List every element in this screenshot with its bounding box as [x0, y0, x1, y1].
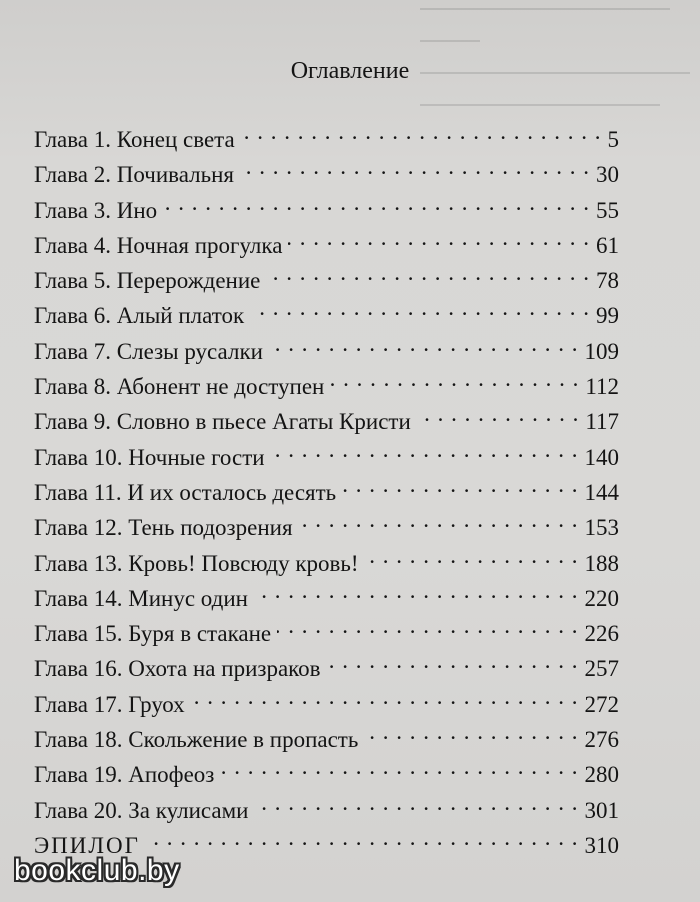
toc-entry-label: Глава 3. Ино: [34, 197, 158, 223]
toc-entry: [34, 223, 619, 258]
toc-dot-leader: [240, 152, 590, 182]
toc-entry-page: 5: [607, 127, 619, 152]
toc-entry: [34, 505, 619, 540]
toc-entry-page: 30: [596, 162, 619, 188]
toc-entry: [34, 576, 619, 611]
toc-entry: [34, 152, 619, 187]
toc-dot-leader: [254, 788, 578, 818]
toc-entry: [34, 682, 619, 717]
toc-entry-page: 109: [584, 338, 619, 364]
toc-entry-label: Глава 10. Ночные гости: [34, 444, 265, 470]
toc-entry-page: 276: [584, 727, 619, 753]
toc-dot-leader: [254, 576, 579, 606]
toc-entry-page: 301: [584, 797, 619, 823]
toc-entry-label: Глава 7. Слезы русалки: [34, 338, 263, 364]
toc-entry-label: Глава 1. Конец света: [34, 127, 235, 152]
toc-dot-leader: [250, 293, 590, 323]
toc-entry-label: Глава 2. Почивальня: [34, 162, 234, 188]
toc-entry-label: Глава 14. Минус один: [34, 585, 248, 611]
toc-entry-page: 117: [585, 409, 619, 435]
toc-dot-leader: [288, 223, 590, 253]
toc-dot-leader: [266, 258, 590, 288]
toc-dot-leader: [417, 399, 580, 429]
toc-dot-leader: [330, 364, 579, 394]
toc-dot-leader: [146, 823, 579, 853]
toc-entry-label: Глава 9. Словно в пьесе Агаты Кристи: [34, 409, 411, 435]
toc-entry-page: 188: [584, 550, 619, 576]
toc-dot-leader: [364, 717, 578, 747]
toc-entry: [34, 399, 619, 434]
toc-entry: [34, 611, 619, 646]
toc-entry: [34, 541, 619, 576]
toc-entry: [34, 752, 619, 787]
toc-entry-label: Глава 13. Кровь! Повсюду кровь!: [34, 550, 359, 576]
toc-entry: [34, 435, 619, 470]
toc-entry-page: 78: [596, 268, 619, 294]
toc-entry-page: 153: [584, 515, 619, 541]
toc-dot-leader: [277, 611, 578, 641]
toc-dot-leader: [299, 505, 579, 535]
toc-entry-page: 310: [584, 832, 619, 858]
toc-dot-leader: [191, 682, 579, 712]
toc-entry-label: Глава 5. Перерождение: [34, 268, 261, 294]
toc-dot-leader: [241, 117, 602, 147]
toc-dot-leader: [163, 188, 590, 218]
toc-entry: [34, 364, 619, 399]
toc-dot-leader: [342, 470, 578, 500]
toc-dot-leader: [271, 435, 579, 465]
toc-entry: [34, 329, 619, 364]
toc-entry: [34, 788, 619, 823]
toc-entry-label: Глава 11. И их осталось десять: [34, 479, 337, 505]
toc-entry-label: Глава 12. Тень подозрения: [34, 515, 293, 541]
toc-entry-page: 272: [584, 691, 619, 717]
toc-entry: [34, 117, 619, 152]
toc-entry-page: 144: [584, 479, 619, 505]
toc-entry-page: 257: [584, 656, 619, 682]
toc-entry: [34, 258, 619, 293]
toc-entry-page: 55: [596, 197, 619, 223]
toc-entry-label: Глава 18. Скольжение в пропасть: [34, 727, 359, 753]
toc-entry-label: Глава 16. Охота на призраков: [34, 656, 321, 682]
toc-dot-leader: [327, 646, 579, 676]
toc-entry: [34, 470, 619, 505]
toc-entry-label: Глава 20. За кулисами: [34, 797, 249, 823]
toc-entry: [34, 646, 619, 681]
toc-entry-page: 226: [584, 621, 619, 647]
toc-entry-label: Глава 4. Ночная прогулка: [34, 232, 283, 258]
toc-entry-label: Глава 19. Апофеоз: [34, 762, 215, 788]
toc-entry: [34, 188, 619, 223]
toc-entry-page: 99: [596, 303, 619, 329]
toc-entry-label: Глава 17. Груох: [34, 691, 185, 717]
watermark-logo: bookclub.by: [14, 854, 180, 887]
toc-entry: [34, 293, 619, 328]
toc-entry-page: 61: [596, 232, 619, 258]
toc-entry: [34, 717, 619, 752]
toc-entry-page: 220: [584, 585, 619, 611]
toc-entry-label: Глава 15. Буря в стакане: [34, 621, 272, 647]
table-of-contents: [34, 117, 619, 858]
toc-entry-page: 280: [584, 762, 619, 788]
page-title: Оглавление: [290, 58, 410, 84]
toc-dot-leader: [269, 329, 579, 359]
toc-entry-label: Глава 8. Абонент не доступен: [34, 374, 325, 400]
toc-dot-leader: [365, 541, 579, 571]
toc-entry-label: Глава 6. Алый платок: [34, 303, 245, 329]
toc-entry-page: 112: [585, 374, 619, 400]
toc-entry-page: 140: [584, 444, 619, 470]
toc-dot-leader: [220, 752, 578, 782]
toc-entry-label: ЭПИЛОГ: [34, 832, 140, 858]
